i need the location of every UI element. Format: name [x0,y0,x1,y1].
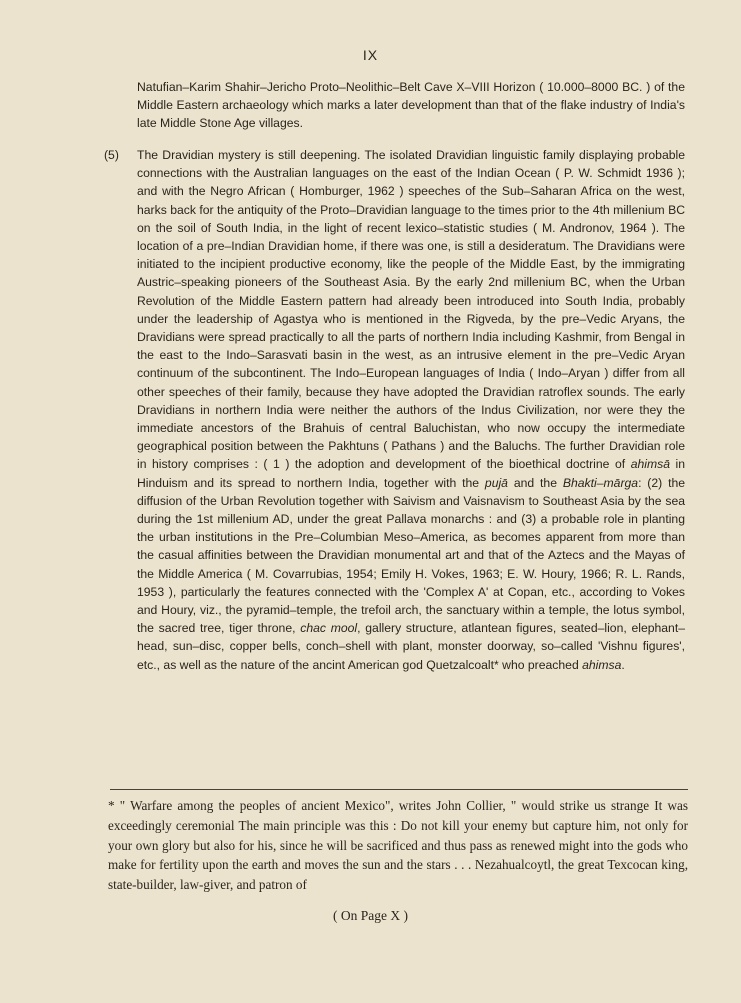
continued-on-page: ( On Page X ) [333,908,408,923]
term-bhakti-marga: Bhakti–mārga [562,475,639,490]
term-chac-mool: chac mool [300,621,358,636]
paragraph-5-text-c: and the [513,475,557,490]
continued-paragraph: Natufian–Karim Shahir–Jericho Proto–Neolithic–Belt Cave X–VIII Horizon ( 10.000–8000 BC. ) of the Middle Eastern archaeology which marks a later development than that of the flake industry of India's late Middle Stone Age villages. [137,80,685,131]
paragraph-number: (5) [104,148,119,162]
paragraph-5-text-a: The Dravidian mystery is still deepening. The isolated Dravidian linguistic family displaying probable connections with the Australian languages on the east of the Indian Ocean ( P. W. Schmidt 1936 ); and with the Negro African ( Homburger, 1962 ) speeches of the Sub–Saharan Africa on the west, harks back for the antiquity of the Proto–Dravidian language to the times prior to the 4th millenium BC on the soil of South India, in the light of recent lexico–statistic studies ( M. Andronov, 1964 ). The location of a pre–Indian Dravidian home, if there was one, is still a desideratum. The Dravidians were initiated to the incipient productive economy, like the people of the Middle East, by the immigrating Austric–speaking pioneers of the Southeast Asia. By the early 2nd millenium BC, when the Urban Revolution of the Middle Eastern pattern had already been introduced into South India, probably under the leadership of Agastya who is mentioned in the Rigveda, by the pre–Vedic Aryans, the Dravidians were spread practically to all the parts of northern India including Kashmir, from Bengal in the east to the Indo–Sarasvati basin in the west, as an intrusive element in the pre–Vedic Aryan continuum of the subcontinent. The Indo–European languages of India ( Indo–Aryan ) differ from all other speeches of their family, because they have adopted the Dravidian ratroflex sounds. The early Dravidians in northern India were neither the authors of the Indus Civilization, nor were they the immediate ancestors of the Brahuis of central Baluchistan, who now occupy the intermediate geographical position between the Pakhtuns ( Pathans ) and the Baluchs. The further Dravidian role in history comprises : ( 1 ) the adoption and development of the bioethical doctrine of [137,148,685,472]
footnote-divider [110,789,688,790]
paragraph-5-text-b: in Hinduism and its spread to northern India, together with the [137,457,686,490]
term-ahimsa: ahimsā [630,457,670,472]
term-ahimsa-2: ahimsa [582,657,622,672]
paragraph-5-text-e: , gallery structure, atlantean figures, seated–lion, elephant–head, sun–disc, copper bells, conch–shell with plant, monster doorway, so–called 'Vishnu figures', etc., as well as the nature of the ancint American god Quetzalcoalt* who preached [137,621,686,672]
term-puja: pujā [484,475,508,490]
paragraph-5-text-f: . [621,657,625,672]
page-number: IX [362,47,379,63]
footnote: * " Warfare among the peoples of ancient Mexico", writes John Collier, " would strike us strange It was exceedingly ceremonial The main principle was this : Do not kill your enemy but capture him, not only for your own glory but also for his, since he will be sacrificed and thus pass as renewed might into the gods who make for fertility upon the earth and moves the sun and the stars . . . Nezahualcoytl, the great Texcocan king, state-builder, law-giver, and patron of [108,798,688,893]
paragraph-5-text-d: : (2) the diffusion of the Urban Revolution together with Saivism and Vaisnavism to Southeast Asia by the sea during the 1st millenium AD, under the great Pallava monarchs : and (3) a probable role in planting the urban institutions in the Pre–Columbian Meso–America, as becomes apparent from more than the casual affinities between the Dravidian monumental art and that of the Aztecs and the Mayas of the Middle America ( M. Covarrubias, 1954; Emily H. Vokes, 1963; E. W. Houry, 1966; R. L. Rands, 1953 ), particularly the features connected with the 'Complex A' at Copan, etc., according to Vokes and Houry, viz., the pyramid–temple, the trefoil arch, the sanctuary within a temple, the lotus symbol, the sacred tree, tiger throne, [137,475,686,636]
paragraph-5 [137,146,685,674]
